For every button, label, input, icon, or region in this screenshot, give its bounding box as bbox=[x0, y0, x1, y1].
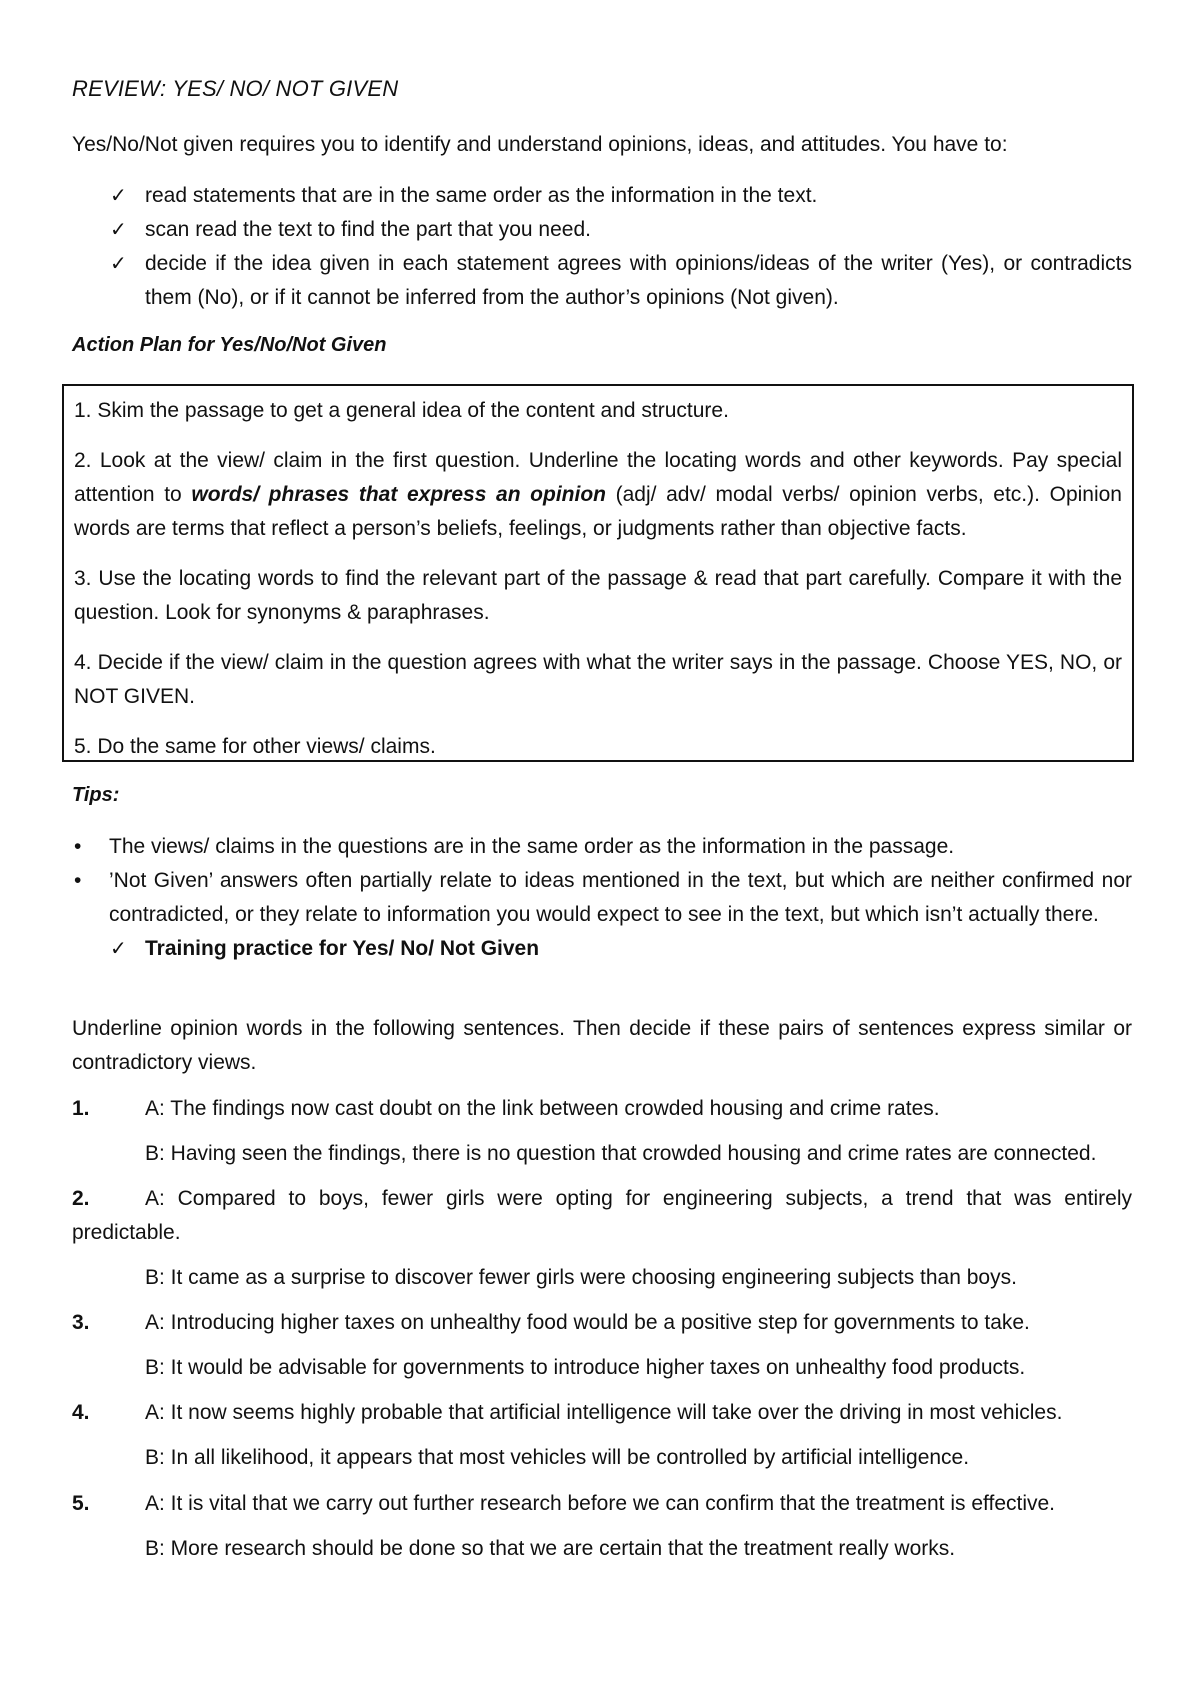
statement-a: A: The findings now cast doubt on the link between crowded housing and crime rates. bbox=[145, 1097, 940, 1120]
action-step-4: 4. Decide if the view/ claim in the question agrees with what the writer says in the passage. Choose YES, NO, or NOT GIVEN. bbox=[74, 651, 1122, 708]
tip-text: ’Not Given’ answers often partially relate to ideas mentioned in the text, but which are neither confirmed nor contradicted, or they relate to information you would expect to see in the text, but which isn’t actually there. bbox=[109, 869, 1132, 926]
pair-3-b: B: It would be advisable for governments to introduce higher taxes on unhealthy food products. bbox=[145, 1356, 1026, 1379]
action-step-2-text-a: 2. Look at the view/ claim in the first question. Underline the locating words and other keywords. Pay special attention to bbox=[74, 449, 1122, 506]
pair-3-a bbox=[72, 1306, 1132, 1340]
action-step-5: 5. Do the same for other views/ claims. bbox=[74, 735, 436, 758]
check-icon: ✓ bbox=[110, 185, 127, 207]
pair-number: 1. bbox=[72, 1097, 90, 1120]
bullet-icon: • bbox=[74, 869, 82, 892]
statement-a: A: Introducing higher taxes on unhealthy food would be a positive step for governments to take. bbox=[145, 1311, 1030, 1334]
page-title: REVIEW: YES/ NO/ NOT GIVEN bbox=[72, 76, 399, 101]
action-step-2-text-b: (adj/ adv/ modal verbs/ opinion verbs, etc.). Opinion words are terms that reflect a person’s beliefs, feelings, or judgments rather than objective facts. bbox=[74, 483, 1122, 540]
intro-paragraph: Yes/No/Not given requires you to identify and understand opinions, ideas, and attitudes. You have to: bbox=[72, 133, 1008, 156]
pair-4-a bbox=[72, 1396, 1132, 1430]
pair-4-b: B: In all likelihood, it appears that most vehicles will be controlled by artificial intelligence. bbox=[145, 1446, 970, 1469]
action-plan-heading: Action Plan for Yes/No/Not Given bbox=[72, 334, 387, 356]
requirement-item bbox=[72, 179, 1132, 213]
requirement-text: read statements that are in the same order as the information in the text. bbox=[145, 184, 818, 207]
requirement-item bbox=[72, 247, 1132, 315]
action-step-2 bbox=[74, 444, 1122, 546]
tip-text: The views/ claims in the questions are in the same order as the information in the passage. bbox=[109, 835, 955, 858]
training-heading-item bbox=[72, 932, 1132, 966]
pair-1-a bbox=[72, 1092, 1132, 1126]
statement-a: A: It now seems highly probable that artificial intelligence will take over the driving in most vehicles. bbox=[145, 1401, 1063, 1424]
tip-item bbox=[72, 830, 1132, 864]
action-step-1: 1. Skim the passage to get a general idea of the content and structure. bbox=[74, 399, 729, 422]
statement-a: A: It is vital that we carry out further research before we can confirm that the treatment is effective. bbox=[145, 1492, 1056, 1515]
check-icon: ✓ bbox=[110, 253, 127, 275]
check-icon: ✓ bbox=[110, 219, 127, 241]
tips-heading: Tips: bbox=[72, 784, 120, 806]
pair-5-b: B: More research should be done so that we are certain that the treatment really works. bbox=[145, 1537, 956, 1560]
training-heading: Training practice for Yes/ No/ Not Given bbox=[145, 937, 540, 960]
tips-list bbox=[72, 830, 1132, 966]
check-icon: ✓ bbox=[110, 938, 127, 960]
bullet-icon: • bbox=[74, 835, 82, 858]
action-step-3: 3. Use the locating words to find the relevant part of the passage & read that part carefully. Compare it with the question. Look for synonyms & paraphrases. bbox=[74, 567, 1122, 624]
requirement-item bbox=[72, 213, 1132, 247]
tip-item bbox=[72, 864, 1132, 932]
action-plan-box bbox=[62, 384, 1134, 762]
action-step-2-emphasis: words/ phrases that express an opinion bbox=[191, 483, 606, 506]
requirements-list bbox=[72, 179, 1132, 315]
pair-number: 3. bbox=[72, 1311, 90, 1334]
pair-2-a bbox=[72, 1182, 1132, 1250]
training-instruction: Underline opinion words in the following sentences. Then decide if these pairs of sentences express similar or contradictory views. bbox=[72, 1017, 1132, 1074]
pair-1-b: B: Having seen the findings, there is no question that crowded housing and crime rates are connected. bbox=[145, 1142, 1097, 1165]
pair-2-b: B: It came as a surprise to discover fewer girls were choosing engineering subjects than boys. bbox=[145, 1266, 1017, 1289]
pair-number: 5. bbox=[72, 1492, 90, 1515]
pair-5-a bbox=[72, 1487, 1132, 1521]
pair-number: 4. bbox=[72, 1401, 90, 1424]
requirement-text: decide if the idea given in each statement agrees with opinions/ideas of the writer (Yes), or contradicts them (No), or if it cannot be inferred from the author’s opinions (Not given). bbox=[145, 252, 1132, 309]
requirement-text: scan read the text to find the part that you need. bbox=[145, 218, 591, 241]
statement-a: A: Compared to boys, fewer girls were opting for engineering subjects, a trend that was entirely predictable. bbox=[72, 1187, 1132, 1244]
pair-number: 2. bbox=[72, 1187, 90, 1210]
